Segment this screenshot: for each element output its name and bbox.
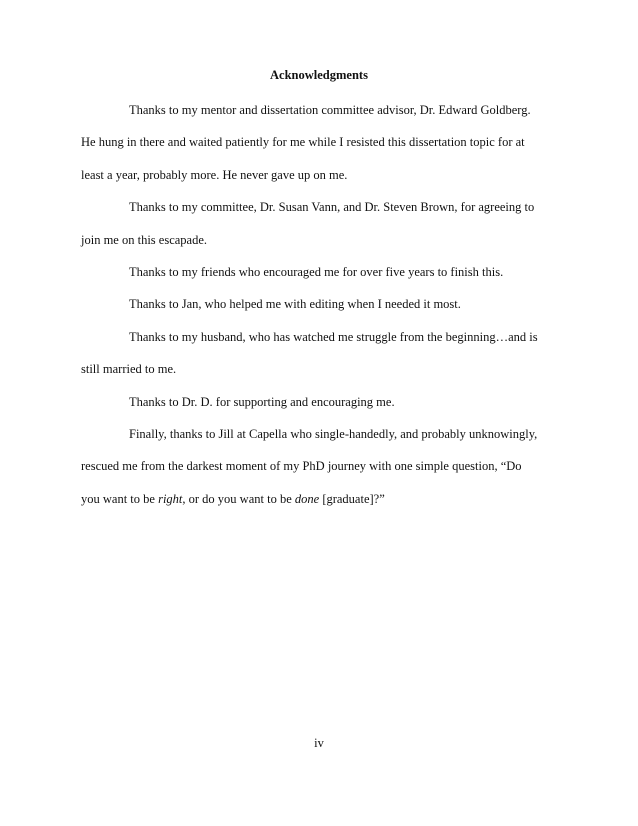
text-line: Thanks to my mentor and dissertation committee advisor, Dr. Edward Goldberg. bbox=[129, 103, 531, 117]
paragraph-jan bbox=[81, 288, 551, 320]
text-line: He hung in there and waited patiently for me while I resisted this dissertation topic for at bbox=[81, 135, 525, 150]
text-line: Thanks to Jan, who helped me with editing when I needed it most. bbox=[129, 297, 461, 312]
text-line: Thanks to my friends who encouraged me for over five years to finish this. bbox=[129, 265, 504, 280]
text-line: join me on this escapade. bbox=[81, 232, 208, 247]
acknowledgments-body bbox=[81, 94, 551, 515]
text-line: least a year, probably more. He never gave up on me. bbox=[81, 167, 348, 182]
paragraph-jill bbox=[81, 418, 551, 515]
paragraph-mentor bbox=[81, 94, 551, 191]
page-number: iv bbox=[314, 736, 324, 750]
text-run: , or do you want to be bbox=[182, 491, 295, 506]
italic-word-done: done bbox=[294, 491, 320, 506]
italic-word-right: right bbox=[158, 491, 183, 506]
paragraph-committee bbox=[81, 191, 551, 256]
paragraph-dr-d bbox=[81, 386, 551, 418]
paragraph-husband bbox=[81, 321, 551, 386]
text-line: Thanks to my husband, who has watched me struggle from the beginning…and is bbox=[129, 329, 538, 344]
text-line: Thanks to my committee, Dr. Susan Vann, and Dr. Steven Brown, for agreeing to bbox=[129, 200, 535, 215]
text-run: you want to be bbox=[81, 491, 159, 506]
text-line: still married to me. bbox=[81, 362, 177, 377]
paragraph-friends bbox=[81, 256, 551, 288]
text-line: rescued me from the darkest moment of my PhD journey with one simple question, “Do bbox=[81, 459, 522, 474]
text-line-final bbox=[81, 483, 551, 515]
text-run: [graduate]?” bbox=[319, 491, 385, 506]
page-title: Acknowledgments bbox=[270, 68, 368, 82]
text-line: Finally, thanks to Jill at Capella who single-handedly, and probably unknowingly, bbox=[129, 427, 538, 442]
text-line: Thanks to Dr. D. for supporting and encouraging me. bbox=[129, 394, 395, 409]
